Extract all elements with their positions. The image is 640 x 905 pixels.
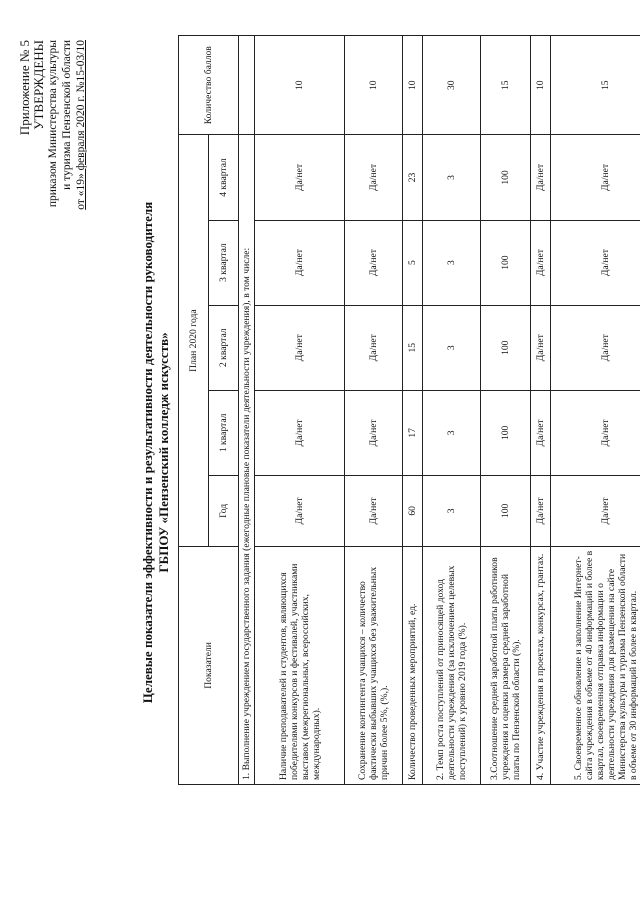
appendix-number: Приложение № 5	[17, 40, 32, 136]
header-indicators: Показатели	[179, 546, 239, 784]
value-q1: Да/нет	[551, 390, 640, 475]
header-q4: 4 квартал	[209, 135, 239, 220]
value-q1: 100	[481, 390, 531, 475]
indicator-text: 4. Участие учреждения в проектах, конкурсах, грантах.	[531, 546, 551, 784]
indicator-text: Количество проведенных мероприятий, ед.	[403, 546, 423, 784]
value-q2: 100	[481, 305, 531, 390]
section-1-score-empty	[239, 36, 255, 135]
appendix-approval-block	[18, 40, 88, 210]
value-score: 15	[481, 36, 531, 135]
value-q2: Да/нет	[531, 305, 551, 390]
title-line-2: ГБПОУ «Пензенский колледж искусств»	[156, 332, 171, 573]
value-score: 15	[551, 36, 640, 135]
header-q3: 3 квартал	[209, 220, 239, 305]
approved-by-line: приказом Министерства культуры	[47, 40, 59, 208]
table-row	[481, 36, 531, 785]
value-year: 60	[403, 475, 423, 546]
approved-by-line-2: и туризма Пензенской области	[61, 40, 73, 190]
value-q4: Да/нет	[551, 135, 640, 220]
value-q3: Да/нет	[551, 220, 640, 305]
value-year: Да/нет	[551, 475, 640, 546]
table-row	[403, 36, 423, 785]
value-q4: 100	[481, 135, 531, 220]
value-q1: 3	[423, 390, 481, 475]
approved-label: УТВЕРЖДЕНЫ	[31, 40, 46, 130]
indicator-text: 3.Соотношение средней заработной платы работников учреждения и оценки размера средней заработной платы по Пензенской области (%).	[481, 546, 531, 784]
value-q3: 5	[403, 220, 423, 305]
indicators-table	[178, 35, 640, 785]
value-q3: 3	[423, 220, 481, 305]
header-score: Количество баллов	[179, 36, 239, 135]
value-q1: Да/нет	[345, 390, 403, 475]
value-year: Да/нет	[345, 475, 403, 546]
value-q1: Да/нет	[255, 390, 345, 475]
header-q1: 1 квартал	[209, 390, 239, 475]
table-row	[531, 36, 551, 785]
value-q2: Да/нет	[345, 305, 403, 390]
order-date-number: от «19» февраля 2020 г. №15-03/10	[75, 40, 87, 210]
title-line-1: Целевые показатели эффективности и результативности деятельности руководителя	[140, 201, 155, 704]
section-row	[239, 36, 255, 785]
header-row-1	[179, 36, 209, 785]
value-q4: Да/нет	[531, 135, 551, 220]
header-year: Год	[209, 475, 239, 546]
value-year: Да/нет	[531, 475, 551, 546]
value-score: 10	[403, 36, 423, 135]
header-q2: 2 квартал	[209, 305, 239, 390]
value-q3: Да/нет	[531, 220, 551, 305]
value-q2: 15	[403, 305, 423, 390]
section-1-heading: 1. Выполнение учреждением государственного задания (ежегодные плановые показатели деятельности учреждения), в том числе:	[239, 135, 255, 785]
value-q2: 3	[423, 305, 481, 390]
indicator-text: 2. Темп роста поступлений от приносящей доход деятельности учреждения (за исключением целевых поступлений) к уровню 2019 года (%).	[423, 546, 481, 784]
value-q3: 100	[481, 220, 531, 305]
value-q4: Да/нет	[255, 135, 345, 220]
table-row	[423, 36, 481, 785]
value-q1: 17	[403, 390, 423, 475]
document-title	[140, 30, 172, 875]
indicator-text: 5. Своевременное обновление и заполнение Интернет-сайта учреждения в объеме от 40 информаций и более в квартал, своевременная отправка информации о деятельности учреждения для размещения на сайте Министерства культуры и туризма Пензенской области в объеме от 30 информаций и более в квартал.	[551, 546, 640, 784]
table-row	[255, 36, 345, 785]
table-row	[345, 36, 403, 785]
value-score: 30	[423, 36, 481, 135]
value-score: 10	[531, 36, 551, 135]
value-score: 10	[255, 36, 345, 135]
value-year: 3	[423, 475, 481, 546]
value-q1: Да/нет	[531, 390, 551, 475]
value-year: Да/нет	[255, 475, 345, 546]
indicator-text: Наличие преподавателей и студентов, являющихся победителями конкурсов и фестивалей, участниками выставок (межрегиональных, всероссийских, международных).	[255, 546, 345, 784]
indicator-text: Сохранение контингента учащихся – количество фактически выбывших учащихся без уважительных причин более 5%, (%,).	[345, 546, 403, 784]
value-q3: Да/нет	[345, 220, 403, 305]
value-q2: Да/нет	[551, 305, 640, 390]
value-q4: 3	[423, 135, 481, 220]
value-q4: 23	[403, 135, 423, 220]
value-q2: Да/нет	[255, 305, 345, 390]
value-q4: Да/нет	[345, 135, 403, 220]
table-row	[551, 36, 640, 785]
value-q3: Да/нет	[255, 220, 345, 305]
value-score: 10	[345, 36, 403, 135]
value-year: 100	[481, 475, 531, 546]
header-plan: План 2020 года	[179, 135, 209, 546]
